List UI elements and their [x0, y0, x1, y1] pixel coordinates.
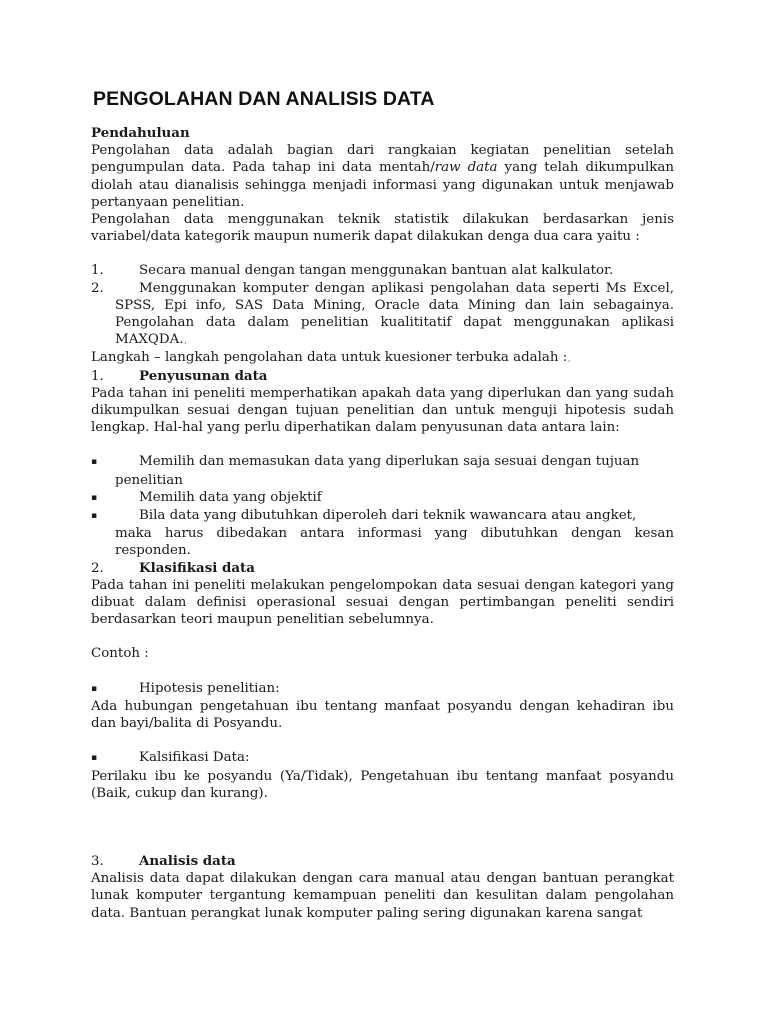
- intro-paragraph-1: Pengolahan data adalah bagian dari rangkaian kegiatan penelitian setelah pengumpulan data. Pada tahap ini data mentah/raw data yang telah dikumpulkan diolah atau dianalisis sehingga menjadi informasi yang digunakan untuk menjawab pertanyaan penelitian.: [91, 143, 674, 210]
- step-1-bullet-1-cont: penelitian: [115, 472, 183, 488]
- example-2-label: ▪ Kalsifikasi Data:: [91, 749, 674, 767]
- step-3-paragraph: Analisis data dapat dilakukan dengan cara manual atau dengan bantuan perangkat lunak komputer tergantung kemampuan peneliti dan kesulitan dalam pengolahan data. Bantuan perangkat lunak komputer paling sering digunakan karena sangat: [91, 871, 674, 921]
- example-1-text: Ada hubungan pengetahuan ibu tentang manfaat posyandu dengan kehadiran ibu dan bayi/balita di Posyandu.: [91, 698, 674, 732]
- step-2-paragraph: Pada tahan ini peneliti melakukan pengelompokan data sesuai dengan kategori yang dibuat dalam definisi operasional sesuai dengan pertimbangan peneliti sendiri berdasarkan teori maupun penelitian sebelumnya.: [91, 577, 674, 628]
- step-1-bullet-1: ▪ Memilih dan memasukan data yang diperlukan saja sesuai dengan tujuan: [91, 453, 674, 471]
- step-1-bullet-2: ▪ Memilih data yang objektif: [91, 489, 674, 507]
- bullet-icon: ▪: [91, 457, 98, 468]
- steps-intro: Langkah – langkah pengolahan data untuk kuesioner terbuka adalah :¸: [91, 350, 571, 366]
- bullet-icon: ▪: [91, 511, 98, 522]
- example-1-label: ▪ Hipotesis penelitian:: [91, 680, 674, 698]
- bullet-icon: ▪: [91, 683, 98, 694]
- step-2-heading: 2. Klasifikasi data: [91, 559, 255, 576]
- step-1-heading: 1. Penyusunan data: [91, 367, 268, 384]
- step-1-bullet-3: ▪ Bila data yang dibutuhkan diperoleh dari teknik wawancara atau angket,: [91, 507, 674, 525]
- intro-heading: Pendahuluan: [91, 125, 190, 141]
- step-1-bullet-3-cont: maka harus dibedakan antara informasi yang dibutuhkan dengan kesan responden.: [115, 526, 674, 559]
- bullet-icon: ▪: [91, 753, 98, 764]
- document-body: [91, 125, 674, 922]
- example-2-text: Perilaku ibu ke posyandu (Ya/Tidak), Pengetahuan ibu tentang manfaat posyandu (Baik, cukup dan kurang).: [91, 768, 674, 801]
- bullet-icon: ▪: [91, 492, 98, 503]
- example-label: Contoh :: [91, 646, 149, 662]
- method-item-2: 2. Menggunakan komputer dengan aplikasi pengolahan data seperti Ms Excel, SPSS, Epi info, SAS Data Mining, Oracle data Mining dan lain sebagainya. Pengolahan data dalam penelitian kualititatif dapat menggunakan aplikasi MAXQDA.¸: [91, 280, 674, 348]
- step-3-heading: 3. Analisis data: [91, 852, 236, 869]
- document-title: PENGOLAHAN DAN ANALISIS DATA: [93, 88, 435, 110]
- intro-paragraph-2: Pengolahan data menggunakan teknik statistik dilakukan berdasarkan jenis variabel/data kategorik maupun numerik dapat dilakukan denga dua cara yaitu :: [91, 212, 674, 245]
- method-item-1: 1. Secara manual dengan tangan menggunakan bantuan alat kalkulator.: [91, 263, 614, 279]
- step-1-paragraph: Pada tahan ini peneliti memperhatikan apakah data yang diperlukan dan yang sudah dikumpulkan sesuai dengan tujuan penelitian dan untuk menguji hipotesis sudah lengkap. Hal-hal yang perlu diperhatikan dalam penyusunan data antara lain:: [91, 385, 674, 436]
